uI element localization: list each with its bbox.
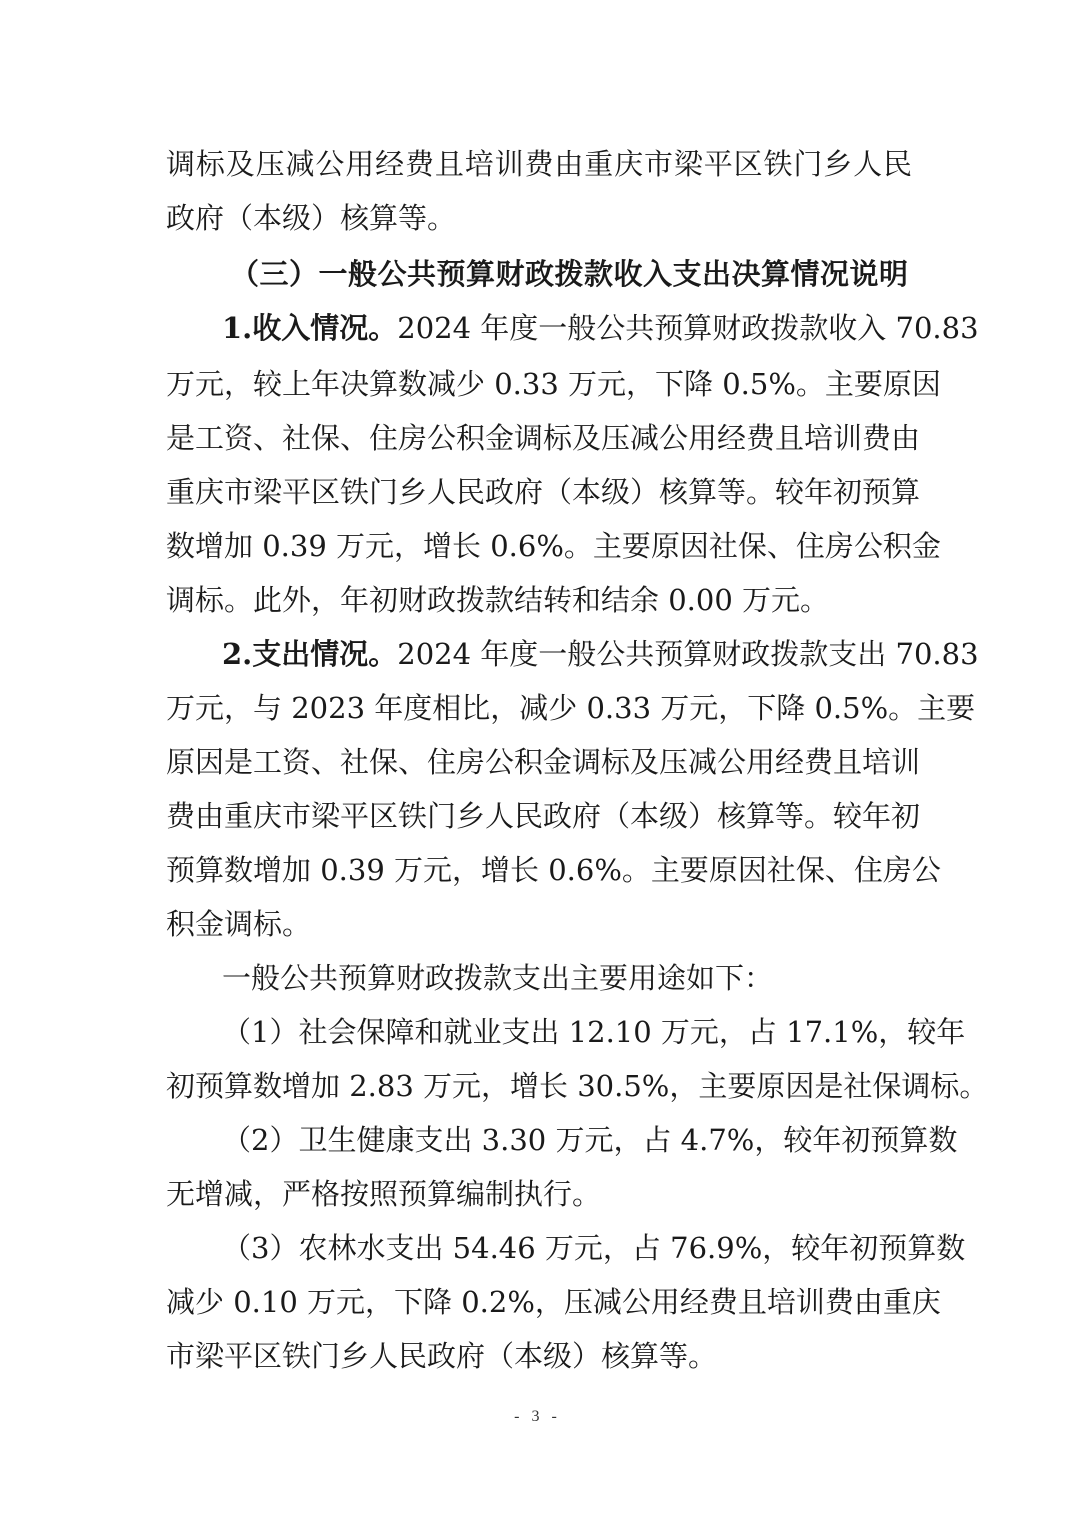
page-number: - 3 - [514, 1408, 561, 1425]
expense-paragraph-line [222, 634, 979, 674]
expense-paragraph-line: 积金调标。 [166, 907, 312, 941]
income-label: 1.收入情况。 [222, 311, 398, 345]
paragraph-line: 政府（本级）核算等。 [166, 201, 457, 235]
list-item-line: （1）社会保障和就业支出 12.10 万元，占 17.1%，较年 [222, 1015, 966, 1049]
income-paragraph-line: 万元，较上年决算数减少 0.33 万元，下降 0.5%。主要原因 [166, 367, 941, 401]
income-text: 2024 年度一般公共预算财政拨款收入 70.83 [397, 311, 979, 345]
income-paragraph-line: 数增加 0.39 万元，增长 0.6%。主要原因社保、住房公积金 [166, 529, 941, 563]
income-paragraph-line [222, 308, 979, 348]
uses-intro: 一般公共预算财政拨款支出主要用途如下： [222, 961, 774, 995]
expense-label: 2.支出情况。 [222, 637, 398, 671]
expense-paragraph-line: 费由重庆市梁平区铁门乡人民政府（本级）核算等。较年初 [166, 799, 921, 833]
expense-paragraph-line: 万元，与 2023 年度相比，减少 0.33 万元，下降 0.5%。主要 [166, 691, 976, 725]
expense-text: 2024 年度一般公共预算财政拨款支出 70.83 [397, 637, 979, 671]
list-item-line: （3）农林水支出 54.46 万元，占 76.9%，较年初预算数 [222, 1231, 966, 1265]
expense-paragraph-line: 预算数增加 0.39 万元，增长 0.6%。主要原因社保、住房公 [166, 853, 941, 887]
list-item-line: 减少 0.10 万元，下降 0.2%，压减公用经费且培训费由重庆 [166, 1285, 941, 1319]
list-item-line: 市梁平区铁门乡人民政府（本级）核算等。 [166, 1339, 718, 1373]
list-item-line: 无增减，严格按照预算编制执行。 [166, 1177, 602, 1211]
income-paragraph-line: 是工资、社保、住房公积金调标及压减公用经费且培训费由 [166, 421, 921, 455]
expense-paragraph-line: 原因是工资、社保、住房公积金调标及压减公用经费且培训 [166, 745, 921, 779]
list-item-line: 初预算数增加 2.83 万元，增长 30.5%，主要原因是社保调标。 [166, 1069, 989, 1103]
income-paragraph-line: 调标。此外，年初财政拨款结转和结余 0.00 万元。 [166, 583, 830, 617]
list-item-line: （2）卫生健康支出 3.30 万元，占 4.7%，较年初预算数 [222, 1123, 958, 1157]
section-heading: （三）一般公共预算财政拨款收入支出决算情况说明 [230, 257, 909, 291]
income-paragraph-line: 重庆市梁平区铁门乡人民政府（本级）核算等。较年初预算 [166, 475, 921, 509]
paragraph-line: 调标及压减公用经费且培训费由重庆市梁平区铁门乡人民 [166, 147, 912, 181]
